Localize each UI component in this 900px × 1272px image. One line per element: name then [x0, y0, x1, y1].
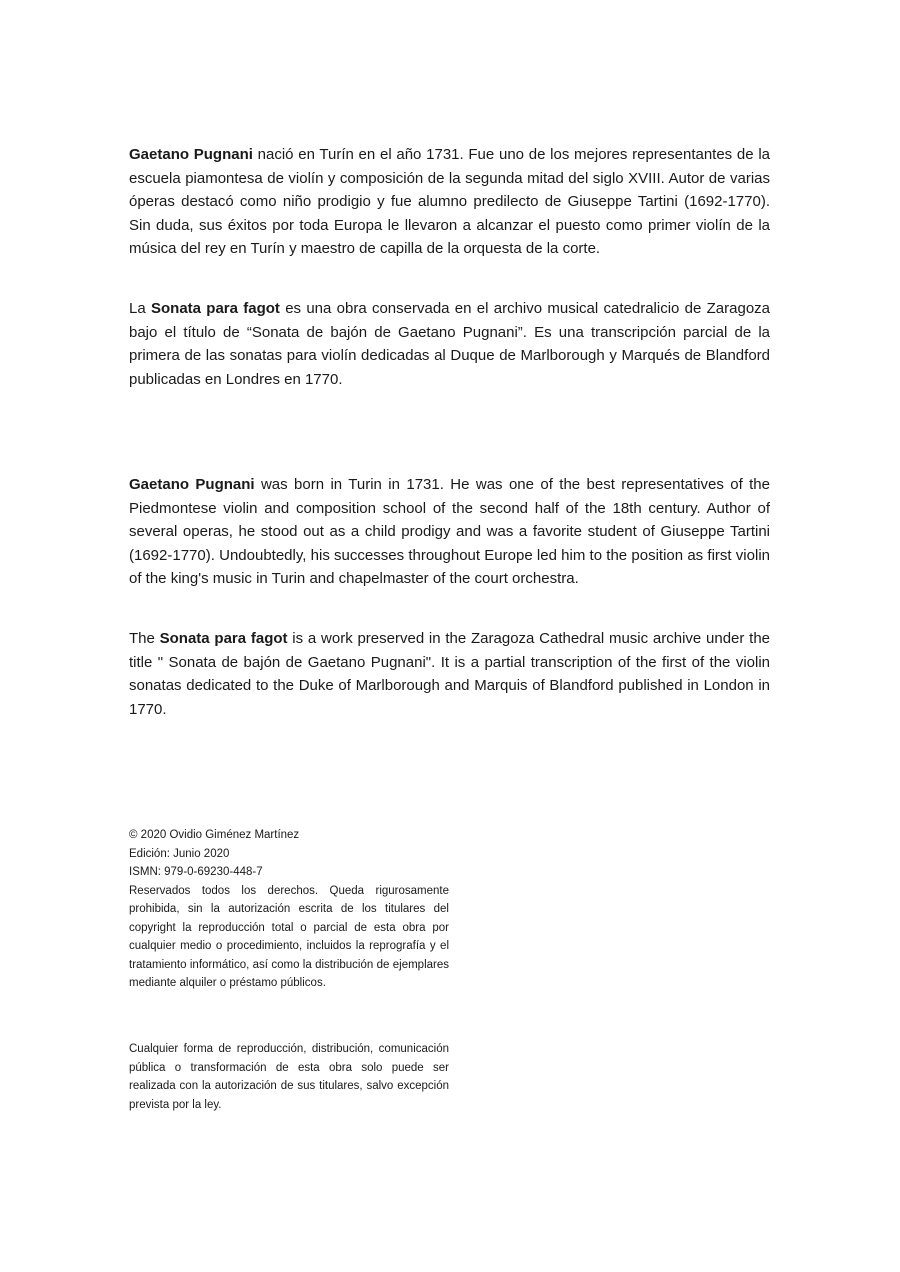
reproduction-notice-text: Cualquier forma de reproducción, distribución, comunicación pública o transformación de esta obra solo puede ser realizada con la autorización de sus titulares, salvo excepción prevista por la ley. [129, 1043, 449, 1111]
rights-reserved-text: Reservados todos los derechos. Queda rigurosamente prohibida, sin la autorización escrita de los titulares del copyright la reproducción total o parcial de esta obra por cualquier medio o procedimiento, incluidos la reprografía y el tratamiento informático, así como la distribución de ejemplares mediante alquiler o préstamo públicos. [129, 884, 449, 989]
copyright-block [129, 826, 449, 993]
edition-line: Edición: Junio 2020 [129, 847, 230, 860]
composer-name: Gaetano Pugnani [129, 146, 253, 163]
work-description-text: es una obra conservada en el archivo musical catedralicio de Zaragoza bajo el título de “Sonata de bajón de Gaetano Pugnani”. Es una transcripción parcial de la primera de las sonatas para violín dedicadas al Duque de Marlborough y Marqués de Blandford publicadas en Londres en 1770. [129, 300, 771, 388]
copyright-line: © 2020 Ovidio Giménez Martínez [129, 829, 300, 841]
biography-text: was born in Turin in 1731. He was one of the best representatives of the Piedmontese violin and composition school of the second half of the 18th century. Author of several operas, he stood out as a child prodigy and was a favorite student of Giuseppe Tartini (1692-1770). Undoubtedly, his successes throughout Europe led him to the position as first violin of the king's music in Turin and chapelmaster of the court orchestra. [129, 476, 770, 587]
composer-name: Gaetano Pugnani [129, 476, 255, 493]
work-description-text: is a work preserved in the Zaragoza Cathedral music archive under the title " Sonata de bajón de Gaetano Pugnani". It is a partial transcription of the first of the violin sonatas dedicated to the Duke of Marlborough and Marquis of Blandford published in London in 1770. [129, 630, 771, 718]
work-title: Sonata para fagot [159, 630, 288, 647]
reproduction-notice-block [129, 1040, 449, 1114]
english-work-paragraph [129, 627, 770, 721]
spanish-work-paragraph [129, 297, 770, 391]
english-biography-paragraph [129, 473, 770, 591]
paragraph-prefix: La [129, 300, 151, 317]
spanish-biography-paragraph [129, 143, 770, 261]
work-title: Sonata para fagot [150, 300, 280, 317]
ismn-line: ISMN: 979-0-69230-448-7 [129, 866, 263, 878]
paragraph-prefix: The [129, 630, 160, 647]
biography-text: nació en Turín en el año 1731. Fue uno de los mejores representantes de la escuela piamontesa de violín y composición de la segunda mitad del siglo XVIII. Autor de varias óperas destacó como niño prodigio y fue alumno predilecto de Giuseppe Tartini (1692-1770). Sin duda, sus éxitos por toda Europa le llevaron a alcanzar el puesto como primer violín de la música del rey en Turín y maestro de capilla de la orquesta de la corte. [129, 146, 770, 257]
